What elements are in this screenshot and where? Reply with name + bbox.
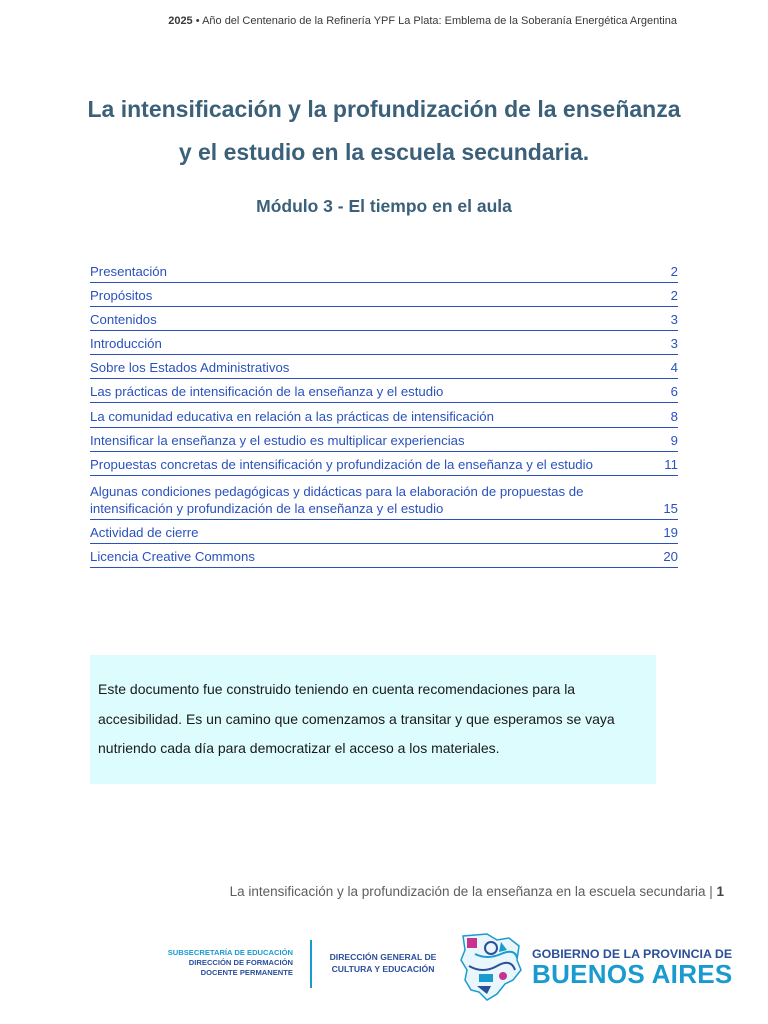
toc-entry-page[interactable]: 3	[670, 336, 678, 352]
title-line-1: La intensificación y la profundización de la enseñanza	[87, 96, 681, 122]
direccion-formacion-line-1: DIRECCIÓN DE FORMACIÓN	[188, 958, 293, 967]
toc-entry-page[interactable]: 6	[670, 384, 678, 400]
note-line-2: accesibilidad. Es un camino que comenzamos a transitar y que esperamos se vaya	[98, 710, 615, 727]
header-bullet: •	[195, 15, 200, 27]
toc-entry[interactable]	[90, 454, 678, 477]
subsecretaria-logo	[168, 948, 293, 978]
toc-entry-label[interactable]: Licencia Creative Commons	[90, 549, 255, 565]
toc-entry-page[interactable]: 2	[670, 287, 678, 303]
dgce-line-1: DIRECCIÓN GENERAL DE	[329, 952, 437, 962]
gobierno-label: GOBIERNO DE LA PROVINCIA DE	[532, 947, 733, 961]
logo-strip	[0, 930, 768, 1000]
toc-entry-label[interactable]: Las prácticas de intensificación de la enseñanza y el estudio	[90, 384, 444, 400]
toc-entry[interactable]	[90, 284, 678, 307]
toc-entry-label[interactable]: Presentación	[90, 263, 167, 279]
table-of-contents	[90, 260, 678, 570]
toc-entry-page[interactable]: 11	[664, 457, 678, 472]
header-banner	[168, 15, 677, 27]
note-line-3: nutriendo cada día para democratizar el acceso a los materiales.	[98, 740, 500, 756]
page-footer	[230, 884, 724, 899]
direccion-formacion-line-2: DOCENTE PERMANENTE	[200, 968, 293, 977]
toc-entry-label[interactable]: La comunidad educativa en relación a las prácticas de intensificación	[90, 408, 494, 424]
toc-entry-page[interactable]: 2	[670, 263, 678, 279]
toc-entry-page[interactable]: 8	[670, 408, 678, 424]
toc-entry-label[interactable]: Sobre los Estados Administrativos	[90, 360, 290, 376]
page-number: 1	[716, 884, 724, 899]
buenos-aires-label: BUENOS AIRES	[532, 959, 733, 989]
gobierno-logo	[532, 947, 733, 987]
toc-entry-label[interactable]: Propósitos	[90, 287, 153, 303]
accessibility-note	[90, 655, 656, 784]
province-map-emblem-icon	[457, 930, 525, 1002]
header-year: 2025	[168, 15, 193, 27]
dgce-logo	[323, 951, 443, 975]
toc-entry[interactable]	[90, 405, 678, 428]
toc-entry[interactable]	[90, 521, 678, 544]
toc-entry-label[interactable]: Intensificar la enseñanza y el estudio es multiplicar experiencias	[90, 432, 465, 448]
module-subtitle: Módulo 3 - El tiempo en el aula	[256, 196, 512, 216]
subsecretaria-label: SUBSECRETARÍA DE EDUCACIÓN	[167, 948, 293, 957]
toc-entry-page[interactable]: 20	[663, 549, 678, 565]
document-title	[70, 88, 698, 174]
toc-entry[interactable]	[90, 478, 678, 520]
toc-entry-label[interactable]: Contenidos	[90, 311, 157, 327]
toc-entry-page[interactable]: 15	[663, 500, 678, 516]
toc-entry-page[interactable]: 4	[670, 360, 678, 376]
toc-entry[interactable]	[90, 546, 678, 569]
toc-entry-page[interactable]: 9	[670, 432, 678, 448]
toc-entry-label[interactable]: Introducción	[90, 336, 162, 352]
toc-entry-page[interactable]: 19	[663, 524, 678, 540]
toc-entry[interactable]	[90, 333, 678, 356]
note-line-1: Este documento fue construido teniendo en cuenta recomendaciones para la	[98, 681, 576, 697]
toc-entry[interactable]	[90, 381, 678, 404]
toc-entry[interactable]	[90, 357, 678, 380]
toc-entry[interactable]	[90, 429, 678, 452]
toc-entry[interactable]	[90, 260, 678, 283]
dgce-line-2: CULTURA Y EDUCACIÓN	[331, 964, 435, 974]
toc-entry-label[interactable]: Actividad de cierre	[90, 524, 199, 540]
toc-entry-page[interactable]: 3	[670, 311, 678, 327]
toc-entry[interactable]	[90, 308, 678, 331]
footer-title: La intensificación y la profundización de la enseñanza en la escuela secundaria |	[229, 884, 713, 899]
logo-divider	[310, 940, 312, 988]
title-line-2: y el estudio en la escuela secundaria.	[178, 139, 590, 165]
header-text: Año del Centenario de la Refinería YPF La Plata: Emblema de la Soberanía Energética Argentina	[202, 15, 677, 27]
toc-entry-label[interactable]: Propuestas concretas de intensificación y profundización de la enseñanza y el estudio	[90, 457, 593, 472]
toc-entry-label[interactable]: Algunas condiciones pedagógicas y didácticas para la elaboración de propuestas de intensificación y profundización de la enseñanza y el estudio	[90, 483, 584, 516]
